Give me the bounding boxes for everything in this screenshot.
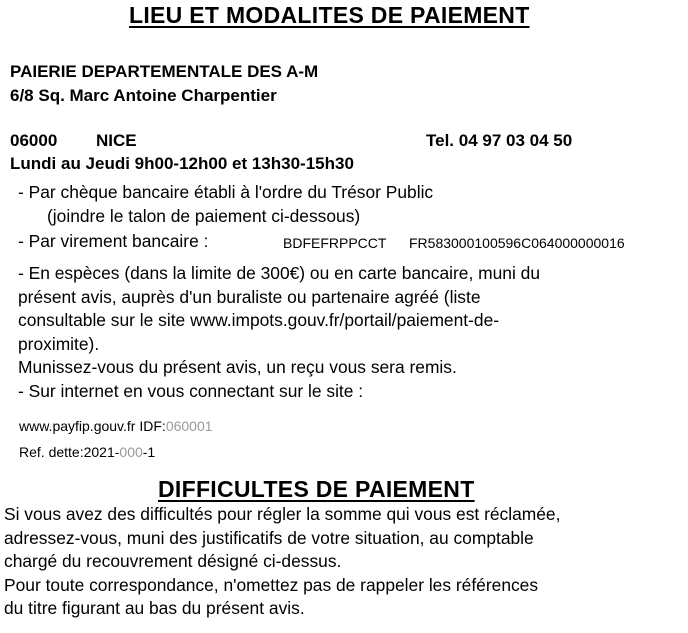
modalite-cheque-line1: - Par chèque bancaire établi à l'ordre du Trésor Public — [18, 182, 434, 202]
payfip-site: www.payfip.gouv.fr — [19, 418, 136, 434]
section-title-difficultes: DIFFICULTES DE PAIEMENT — [158, 476, 475, 502]
ref-masked: 000 — [119, 444, 143, 460]
difficultes-line2: adressez-vous, muni des justificatifs de votre situation, au comptable — [4, 527, 534, 548]
difficultes-line5: du titre figurant au bas du présent avis. — [4, 598, 305, 618]
virement-iban: FR583000100596C064000000016 — [409, 235, 625, 251]
virement-bic: BDFEFRPPCCT — [283, 235, 387, 251]
recu-line: Munissez-vous du présent avis, un reçu vous sera remis. — [18, 357, 457, 377]
especes-line3: consultable sur le site www.impots.gouv.fr/portail/paiement-de- — [18, 310, 500, 330]
paierie-city: NICE — [96, 131, 137, 150]
paierie-postcode: 06000 — [10, 131, 58, 150]
especes-line2: présent avis, auprès d'un buraliste ou partenaire agréé (liste — [18, 286, 481, 307]
ref-dette-line — [19, 444, 155, 460]
difficultes-line3: chargé du recouvrement désigné ci-dessus. — [4, 551, 342, 571]
difficultes-line4: Pour toute correspondance, n'omettez pas de rappeler les références — [4, 574, 539, 595]
paierie-street: 6/8 Sq. Marc Antoine Charpentier — [10, 86, 277, 105]
idf-value: 060001 — [165, 418, 213, 434]
paierie-name: PAIERIE DEPARTEMENTALE DES A-M — [10, 62, 319, 81]
section-title-lieu: LIEU ET MODALITES DE PAIEMENT — [129, 2, 530, 28]
especes-line1: - En espèces (dans la limite de 300€) ou en carte bancaire, muni du — [18, 263, 541, 283]
ref-suffix: -1 — [142, 444, 156, 460]
modalite-cheque-line2: (joindre le talon de paiement ci-dessous) — [47, 206, 361, 226]
paierie-hours: Lundi au Jeudi 9h00-12h00 et 13h30-15h30 — [10, 154, 354, 173]
modalite-especes — [18, 262, 540, 403]
especes-line4: proximite). — [18, 333, 100, 354]
paierie-phone: Tel. 04 97 03 04 50 — [426, 131, 573, 150]
ref-label: Ref. dette:2021- — [19, 444, 120, 460]
modalite-virement-label: - Par virement bancaire : — [18, 231, 209, 251]
internet-line: - Sur internet en vous connectant sur le site : — [18, 380, 364, 401]
payfip-line — [19, 418, 213, 434]
difficultes-paragraph — [4, 503, 560, 621]
idf-label: IDF: — [139, 418, 166, 434]
difficultes-line1: Si vous avez des difficultés pour régler la somme qui vous est réclamée, — [4, 504, 561, 524]
